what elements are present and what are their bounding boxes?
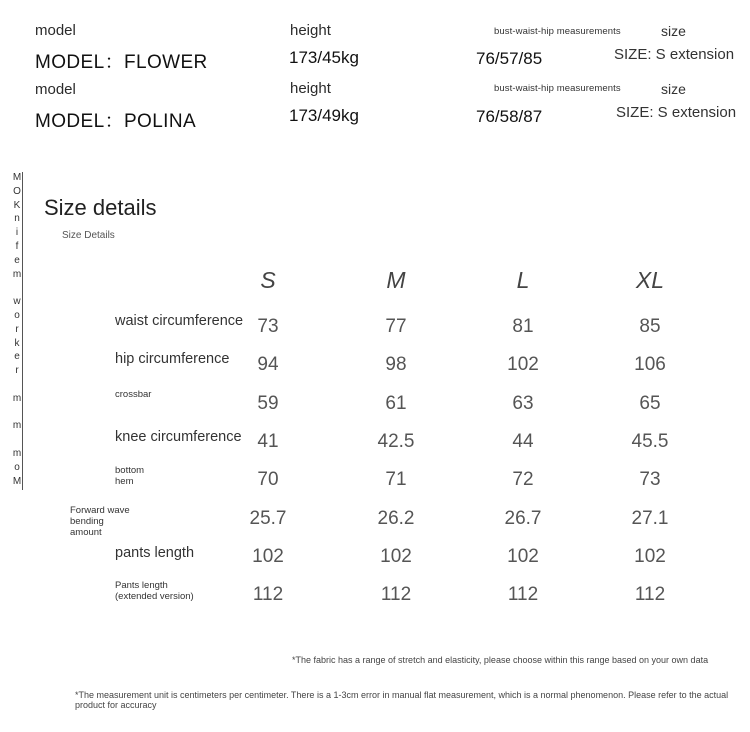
side-text-char: r: [15, 323, 19, 335]
size-cell: 71: [385, 469, 407, 490]
size-column-header: M: [386, 267, 406, 293]
side-text-char: k: [14, 337, 20, 349]
side-text-char: m: [12, 268, 22, 280]
size-label: size: [661, 81, 686, 97]
fabric-note: *The fabric has a range of stretch and elasticity, please choose within this range based on your own data: [292, 655, 709, 665]
measurement-note: *The measurement unit is centimeters per centimeter. There is a 1-3cm error in manual flat measurement, which is a normal phenomenon. Please refer to the actual product for accuracy: [75, 690, 729, 710]
size-cell: 102: [507, 354, 539, 375]
size-row-label: crossbar: [115, 389, 152, 400]
size-cell: 94: [257, 354, 279, 375]
page-title: Size details: [44, 195, 157, 220]
side-text-char: i: [15, 227, 19, 239]
side-text-char: m: [12, 392, 22, 404]
side-text-char: e: [14, 351, 20, 363]
model-label: model: [35, 22, 76, 39]
height-label: height: [290, 80, 331, 97]
size-column-header: XL: [635, 267, 665, 293]
size-cell: 42.5: [377, 431, 415, 452]
size-cell: 27.1: [631, 508, 669, 529]
size-cell: 85: [639, 316, 661, 337]
size-cell: 102: [634, 546, 666, 567]
side-text-char: o: [14, 461, 20, 473]
height-weight-value: 173/49kg: [289, 106, 359, 125]
size-cell: 25.7: [249, 508, 287, 529]
size-row-label: bottom hem: [115, 465, 145, 487]
model-name: MODEL：FLOWER: [35, 52, 208, 73]
side-text-char: f: [15, 241, 19, 252]
size-cell: 73: [257, 316, 279, 337]
size-row-label: waist circumference: [115, 313, 244, 329]
side-text-char: e: [14, 254, 20, 266]
page-subtitle: Size Details: [62, 230, 115, 241]
measurements-value: 76/58/87: [476, 107, 543, 126]
size-cell: 112: [252, 584, 284, 605]
size-cell: 45.5: [631, 431, 669, 452]
size-cell: 41: [257, 431, 279, 452]
size-cell: 102: [380, 546, 412, 567]
size-cell: 102: [507, 546, 539, 567]
size-cell: 44: [512, 431, 534, 452]
size-row-label: knee circumference: [115, 429, 242, 445]
size-cell: 112: [507, 584, 539, 605]
side-text-char: m: [12, 420, 22, 432]
size-cell: 63: [512, 393, 534, 414]
height-label: height: [290, 22, 331, 39]
side-text-char: n: [14, 213, 20, 225]
size-cell: 72: [512, 469, 534, 490]
side-text-char: M: [12, 475, 22, 487]
side-text-char: m: [12, 448, 22, 459]
size-cell: 81: [512, 316, 534, 337]
size-label: size: [661, 23, 686, 39]
size-value: SIZE: S extension: [614, 46, 735, 63]
size-row-label: Forward wave bending amount: [70, 505, 130, 538]
measurements-label: bust-waist-hip measurements: [494, 26, 621, 37]
side-text-char: K: [13, 199, 21, 211]
size-cell: 65: [639, 393, 661, 414]
height-weight-value: 173/45kg: [289, 48, 359, 67]
size-cell: 112: [380, 584, 412, 605]
size-cell: 102: [252, 546, 284, 567]
size-cell: 77: [385, 316, 407, 337]
size-cell: 26.7: [504, 508, 542, 529]
size-cell: 70: [257, 469, 279, 490]
model-label: model: [35, 81, 76, 98]
size-cell: 61: [385, 393, 407, 414]
size-row-label: hip circumference: [115, 351, 230, 367]
size-cell: 73: [639, 469, 661, 490]
size-cell: 112: [634, 584, 666, 605]
size-cell: 26.2: [377, 508, 415, 529]
size-cell: 59: [257, 393, 279, 414]
size-row-label: Pants length (extended version): [115, 580, 194, 602]
size-value: SIZE: S extension: [616, 104, 737, 121]
side-text-char: w: [13, 296, 21, 308]
size-cell: 106: [634, 354, 666, 375]
measurements-value: 76/57/85: [476, 49, 543, 68]
size-cell: 98: [385, 354, 407, 375]
model-name: MODEL：POLINA: [35, 111, 197, 132]
size-row-label: pants length: [115, 545, 195, 561]
size-column-header: L: [516, 267, 530, 293]
side-text-char: M: [12, 172, 22, 183]
measurements-label: bust-waist-hip measurements: [494, 83, 621, 94]
side-text-char: o: [14, 310, 20, 321]
side-text-char: r: [15, 365, 19, 377]
size-column-header: S: [260, 267, 276, 293]
side-divider-line: [22, 172, 23, 490]
side-text-char: O: [13, 185, 21, 197]
